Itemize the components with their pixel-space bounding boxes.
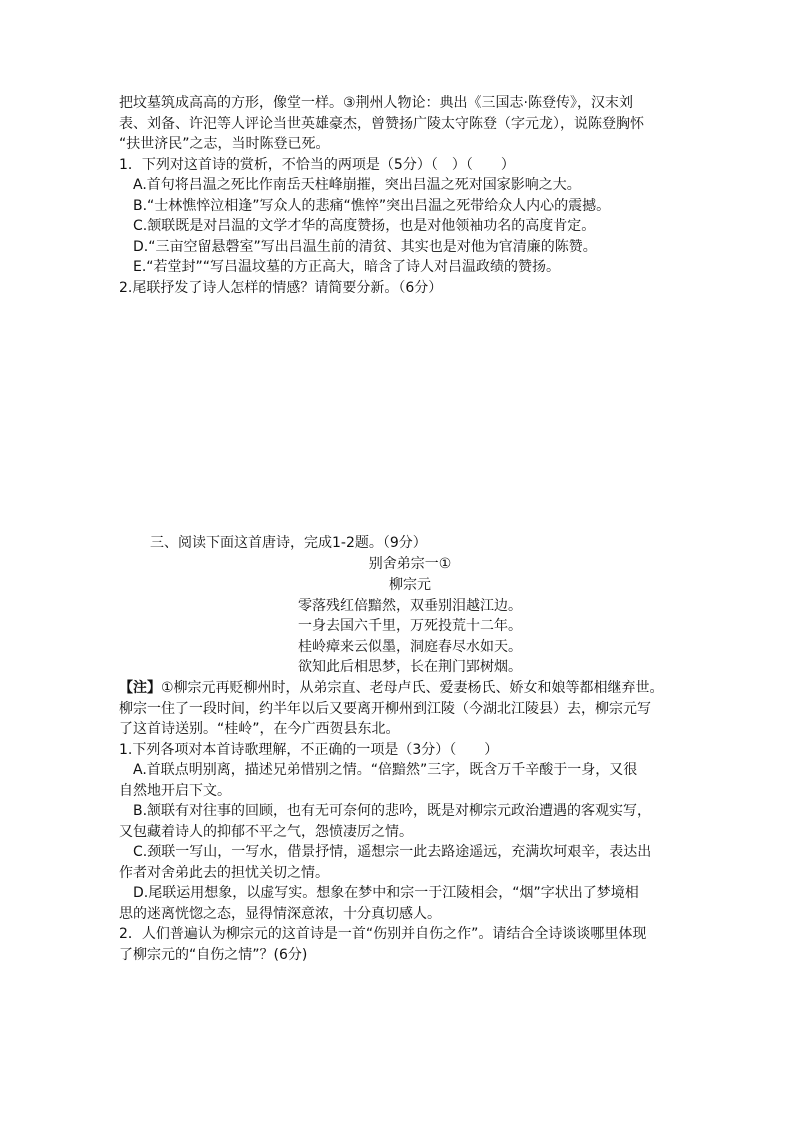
note-line [119,678,689,699]
note-line: 柳宗一住了一段时间，约半年以后又要离开柳州到江陵（今湖北江陵县）去，柳宗元写 [119,700,651,717]
context-line: “扶世济民”之志，当时陈登已死。 [119,136,330,152]
note-label: 【注】 [119,680,161,696]
question-1-stem: 1．下列对这首诗的赏析，不恰当的两项是（5分）（ ）（ ） [119,156,515,173]
option-line: D.尾联运用想象，以虚写实。想象在梦中和宗一于江陵相会，“烟”字状出了梦境相 [133,885,639,901]
option-line: A.首联点明别离，描述兄弟惜别之情。“倍黯然”三字，既含万千辛酸于一身，又很 [133,762,638,778]
option-line: C.颈联一写山，一写水，借景抒情，遥想宗一此去路途遥远，充满坎坷艰辛，表达出 [133,844,652,860]
question-2-line: 2．人们普遍认为柳宗元的这首诗是一首“伤别并自伤之作”。请结合全诗谈谈哪里体现 [119,926,647,942]
option-a: A.首句将吕温之死比作南岳天柱峰崩摧，突出吕温之死对国家影响之大。 [133,177,581,193]
poem-line: 零落残红倍黯然，双垂别泪越江边。 [298,598,522,614]
option-line: 思的迷离恍惚之态，显得情深意浓，十分真切感人。 [119,905,441,922]
option-line: B.颔联有对往事的回顾，也有无可奈何的悲吟，既是对柳宗元政治遭遇的客观实写， [133,803,652,819]
poem-title: 别舍弟宗一① [368,556,452,572]
note-line: 了这首诗送别。“桂岭”，在今广西贺县东北。 [119,721,400,737]
question-set-1 [119,93,689,298]
question-2: 2.尾联抒发了诗人怎样的情感？请简要分新。（6分） [119,279,443,296]
option-line: 自然地开启下文。 [119,782,231,799]
poem-line: 桂岭瘴来云似墨，洞庭春尽水如天。 [298,639,522,655]
note-text: ①柳宗元再贬柳州时，从弟宗直、老母卢氏、爱妻杨氏、娇女和娘等都相继弃世。 [161,680,664,696]
option-b: B.“士林憔悴泣相逢”写众人的悲痛“憔悴”突出吕温之死带给众人内心的震撼。 [133,197,611,214]
section-heading: 三、阅读下面这首唐诗，完成1-2题。（9分） [150,535,427,551]
poem-line: 一身去国六千里，万死投荒十二年。 [298,618,522,634]
option-e: E.“若堂封”“写吕温坟墓的方正高大，暗含了诗人对吕温政绩的赞扬。 [133,259,561,275]
context-line: 表、刘备、许汜等人评论当世英雄豪杰，曾赞扬广陵太守陈登（字元龙），说陈登胸怀 [119,115,644,132]
option-c: C.颔联既是对吕温的文学才华的高度赞扬，也是对他领袖功名的高度肯定。 [133,218,596,234]
option-line: 作者对舍弟此去的担忧关切之情。 [119,864,329,881]
question-set-2 [119,678,689,965]
poem-line: 欲知此后相思梦，长在荆门郢树烟。 [298,659,522,675]
poem-author: 柳宗元 [389,577,431,593]
option-line: 又包藏着诗人的抑郁不平之气，怨愤凄厉之情。 [119,823,413,840]
question-2-line: 了柳宗元的“自伤之情”？(6分) [119,946,308,963]
question-1-stem: 1.下列各项对本首诗歌理解，不正确的一项是（3分）（ ） [119,741,499,758]
context-line: 把坟墓筑成高高的方形，像堂一样。③荆州人物论：典出《三国志·陈登传》，汉末刘 [119,95,633,111]
option-d: D.“三亩空留悬磬室”写出吕温生前的清贫、其实也是对他为官清廉的陈赞。 [133,238,597,255]
